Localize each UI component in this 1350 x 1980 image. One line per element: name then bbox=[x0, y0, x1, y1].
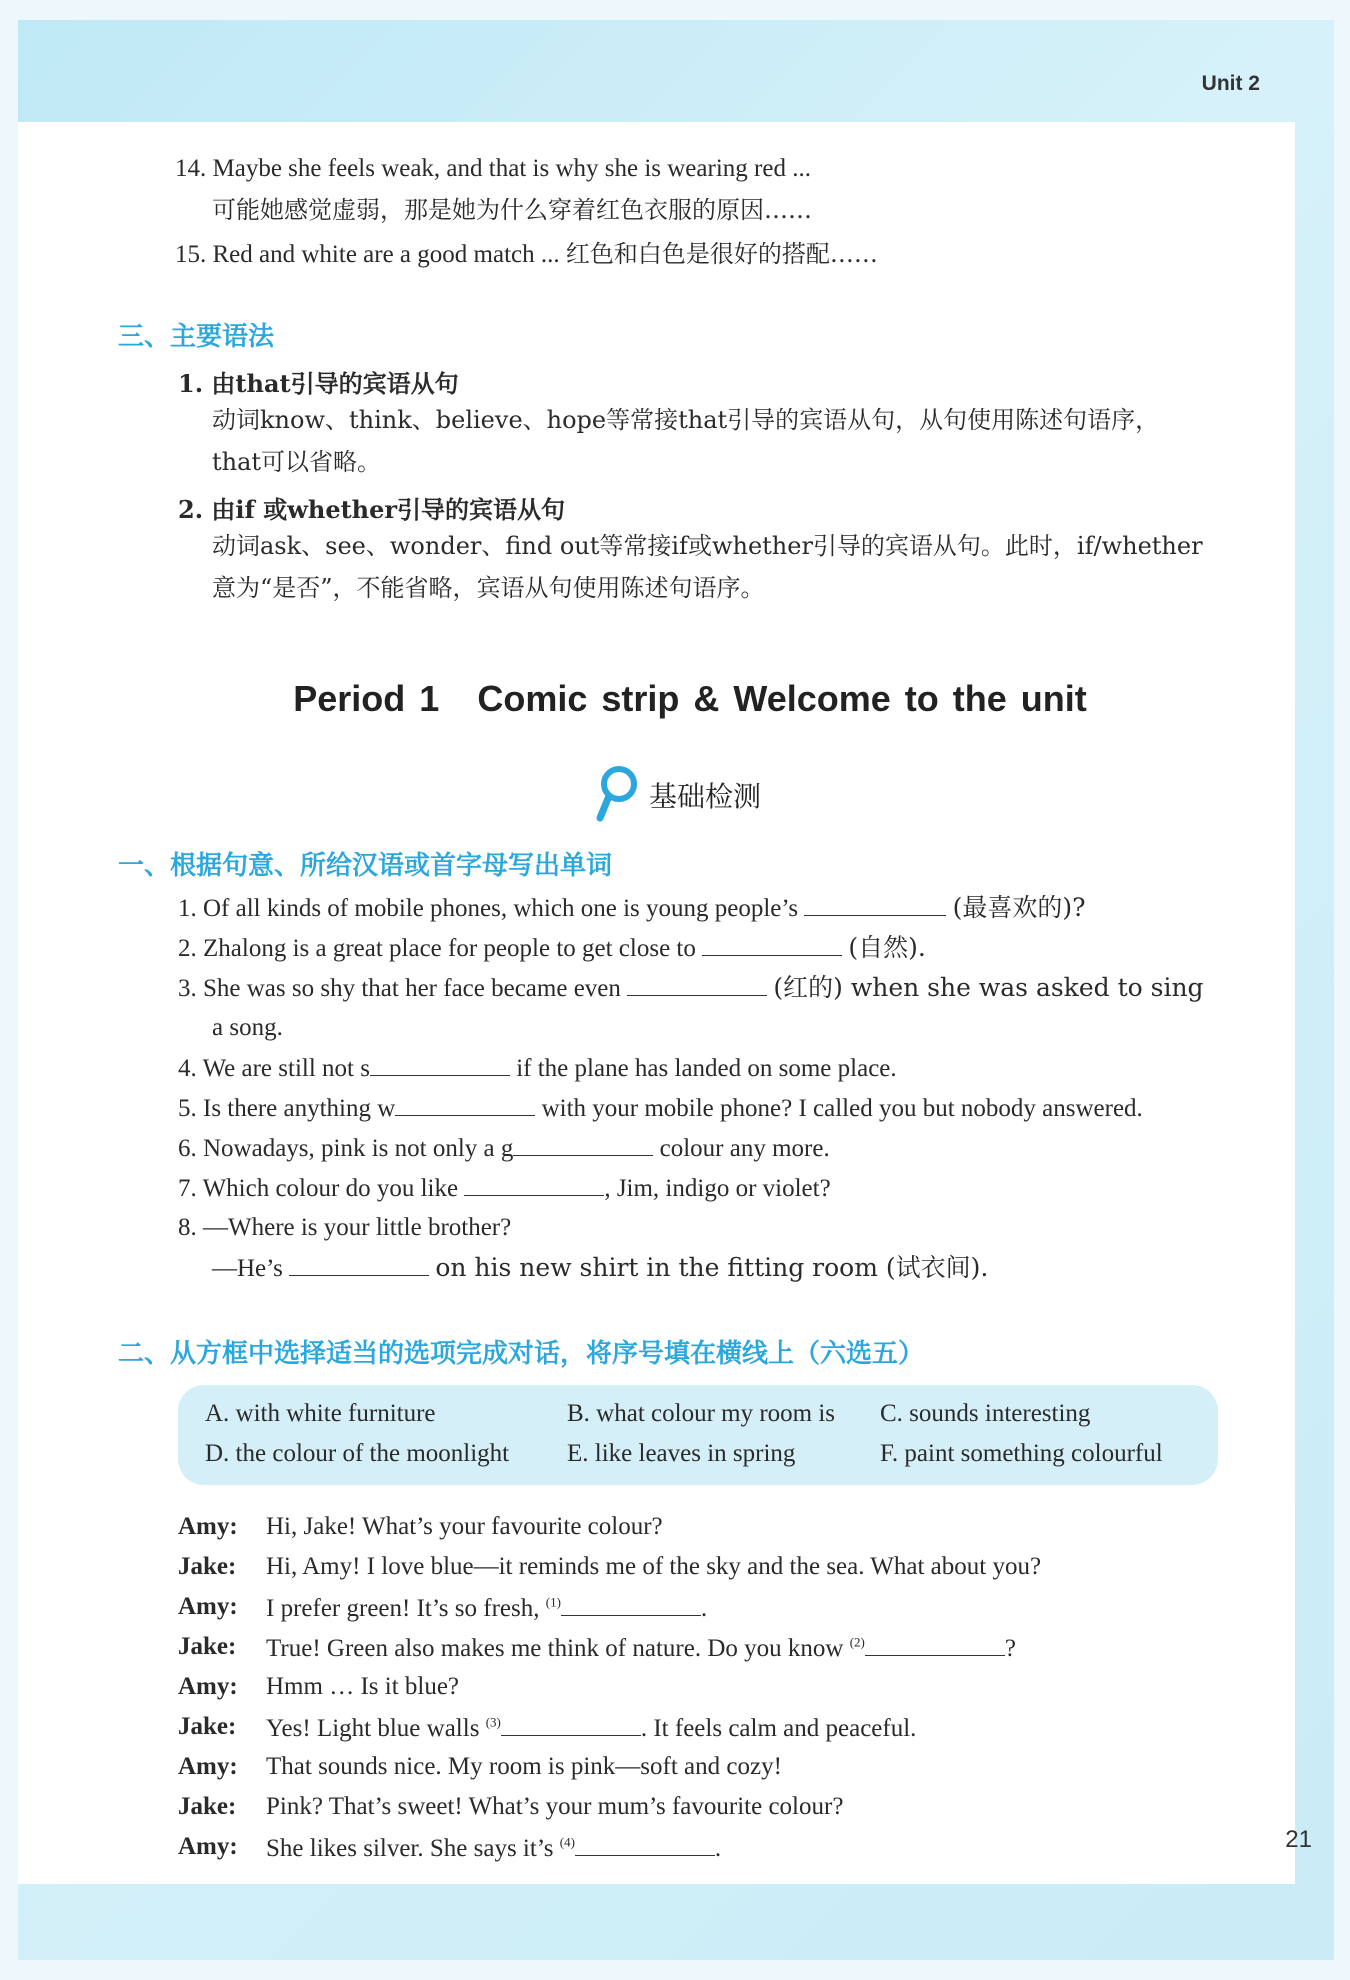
answer-blank[interactable] bbox=[804, 893, 946, 916]
item-hint: (最喜欢的)? bbox=[952, 893, 1086, 922]
page-number: 21 bbox=[1285, 1826, 1312, 1853]
speaker-amy: Amy: bbox=[178, 1753, 238, 1780]
grammar-heading: 三、主要语法 bbox=[118, 322, 275, 352]
answer-blank[interactable] bbox=[370, 1053, 510, 1076]
dialogue-text: She likes silver. She says it’s bbox=[266, 1835, 554, 1862]
item-text: We are still not s bbox=[202, 1055, 370, 1082]
blank-number: (1) bbox=[545, 1594, 561, 1610]
grammar-point-2-line-2: 意为“是否”，不能省略，宾语从句使用陈述句语序。 bbox=[212, 574, 765, 602]
dialogue-line: Pink? That’s sweet! What’s your mum’s favourite colour? bbox=[266, 1793, 844, 1820]
item-text-after: with your mobile phone? I called you but nobody answered. bbox=[541, 1095, 1143, 1122]
item-text: —Where is your little brother? bbox=[203, 1214, 512, 1241]
dialogue-line: That sounds nice. My room is pink—soft and cozy! bbox=[266, 1753, 782, 1780]
dialogue-text-after: . bbox=[714, 1835, 722, 1862]
dialogue-text-after: ? bbox=[1004, 1635, 1016, 1662]
answer-blank[interactable] bbox=[501, 1713, 641, 1736]
answer-blank[interactable] bbox=[865, 1633, 1005, 1656]
period-number: Period 1 bbox=[293, 678, 440, 719]
item-number: 8. bbox=[178, 1214, 197, 1241]
blank-number: (2) bbox=[849, 1634, 865, 1650]
dialogue-line bbox=[266, 1593, 707, 1623]
vocab-item-14-translation: 可能她感觉虚弱，那是她为什么穿着红色衣服的原因…… bbox=[212, 196, 812, 224]
exercise-item bbox=[178, 973, 1204, 1004]
item-number: 2. bbox=[178, 935, 197, 962]
dialogue-line bbox=[266, 1633, 1016, 1663]
item-number: 5. bbox=[178, 1095, 197, 1122]
option-b: B. what colour my room is bbox=[567, 1400, 836, 1427]
dialogue-text: I prefer green! It’s so fresh, bbox=[266, 1595, 540, 1622]
item-text-after: if the plane has landed on some place. bbox=[516, 1055, 897, 1082]
period-name: Comic strip & Welcome to the unit bbox=[477, 678, 1087, 719]
exercise-item bbox=[178, 1173, 831, 1204]
item-number: 6. bbox=[178, 1135, 197, 1162]
speaker-jake: Jake: bbox=[178, 1633, 237, 1660]
grammar-point-1-line-1: 动词know、think、believe、hope等常接that引导的宾语从句，从句使用陈述句语序， bbox=[212, 406, 1160, 434]
item-text: Nowadays, pink is not only a g bbox=[203, 1135, 514, 1162]
speaker-jake: Jake: bbox=[178, 1713, 237, 1740]
item-text-after: on his new shirt in the fitting room (试衣间). bbox=[435, 1253, 989, 1282]
vocab-item-15-translation: 红色和白色是很好的搭配…… bbox=[565, 240, 878, 268]
item-text: —He’s bbox=[212, 1255, 283, 1282]
option-e: E. like leaves in spring bbox=[567, 1440, 796, 1467]
answer-blank[interactable] bbox=[513, 1133, 653, 1156]
basic-check-title bbox=[595, 765, 761, 825]
grammar-point-2-line-1: 动词ask、see、wonder、find out等常接if或whether引导的宾语从句。此时，if/whether bbox=[212, 532, 1203, 560]
dialogue-line: Hi, Jake! What’s your favourite colour? bbox=[266, 1513, 663, 1540]
dialogue-line bbox=[266, 1833, 721, 1863]
unit-label: Unit 2 bbox=[1201, 72, 1260, 95]
vocab-item-15-en: 15. Red and white are a good match ... bbox=[175, 241, 560, 268]
speaker-amy: Amy: bbox=[178, 1673, 238, 1700]
item-number: 3. bbox=[178, 975, 197, 1002]
item-number: 7. bbox=[178, 1175, 197, 1202]
period-title bbox=[0, 678, 1350, 720]
speaker-jake: Jake: bbox=[178, 1553, 237, 1580]
blank-number: (3) bbox=[485, 1714, 501, 1730]
vocab-item-15 bbox=[175, 240, 878, 270]
exercise-item bbox=[178, 893, 1085, 924]
answer-blank[interactable] bbox=[395, 1093, 535, 1116]
item-text: Which colour do you like bbox=[202, 1175, 459, 1202]
exercise-item bbox=[178, 1213, 511, 1243]
exercise-item bbox=[178, 933, 926, 964]
dialogue-line bbox=[266, 1713, 916, 1743]
item-text: Zhalong is a great place for people to get close to bbox=[203, 935, 696, 962]
exercise-item bbox=[178, 1053, 897, 1084]
dialogue-text: True! Green also makes me think of nature. Do you know bbox=[266, 1635, 844, 1662]
item-text: Of all kinds of mobile phones, which one is young people’s bbox=[203, 895, 799, 922]
grammar-point-1-title: 1. 由that引导的宾语从句 bbox=[178, 369, 459, 398]
item-number: 1. bbox=[178, 895, 197, 922]
item-continuation: a song. bbox=[212, 1014, 283, 1041]
option-d: D. the colour of the moonlight bbox=[205, 1440, 510, 1467]
item-continuation bbox=[212, 1253, 988, 1284]
section1-heading: 一、根据句意、所给汉语或首字母写出单词 bbox=[118, 851, 613, 881]
item-hint: (红的) when she was asked to sing bbox=[773, 973, 1204, 1002]
dialogue-text-after: . bbox=[700, 1595, 708, 1622]
answer-blank[interactable] bbox=[561, 1593, 701, 1616]
speaker-amy: Amy: bbox=[178, 1513, 238, 1540]
answer-blank[interactable] bbox=[627, 973, 767, 996]
item-text: She was so shy that her face became even bbox=[203, 975, 621, 1002]
option-c: C. sounds interesting bbox=[880, 1400, 1091, 1427]
grammar-point-1-line-2: that可以省略。 bbox=[212, 448, 382, 476]
answer-blank[interactable] bbox=[289, 1253, 429, 1276]
answer-blank[interactable] bbox=[464, 1173, 604, 1196]
dialogue-text: Yes! Light blue walls bbox=[266, 1715, 480, 1742]
exercise-item bbox=[178, 1093, 1143, 1124]
basic-check-label: 基础检测 bbox=[649, 780, 762, 813]
option-f: F. paint something colourful bbox=[880, 1440, 1163, 1467]
item-text-after: colour any more. bbox=[659, 1135, 830, 1162]
vocab-item-14: 14. Maybe she feels weak, and that is why she is wearing red ... bbox=[175, 155, 811, 182]
item-hint: (自然). bbox=[848, 933, 926, 962]
item-text: Is there anything w bbox=[203, 1095, 396, 1122]
blank-number: (4) bbox=[559, 1834, 575, 1850]
exercise-item bbox=[178, 1133, 830, 1164]
speaker-jake: Jake: bbox=[178, 1793, 237, 1820]
item-text-after: , Jim, indigo or violet? bbox=[604, 1175, 831, 1202]
dialogue-line: Hmm … Is it blue? bbox=[266, 1673, 460, 1700]
dialogue-line: Hi, Amy! I love blue—it reminds me of the sky and the sea. What about you? bbox=[266, 1553, 1042, 1580]
answer-blank[interactable] bbox=[575, 1833, 715, 1856]
section2-heading: 二、从方框中选择适当的选项完成对话，将序号填在横线上（六选五） bbox=[118, 1339, 925, 1369]
dialogue-text-after: . It feels calm and peaceful. bbox=[640, 1715, 917, 1742]
answer-blank[interactable] bbox=[702, 933, 842, 956]
speaker-amy: Amy: bbox=[178, 1833, 238, 1860]
magnifier-icon bbox=[595, 764, 639, 827]
grammar-point-2-title: 2. 由if 或whether引导的宾语从句 bbox=[178, 495, 566, 524]
item-number: 4. bbox=[178, 1055, 197, 1082]
option-a: A. with white furniture bbox=[205, 1400, 436, 1427]
speaker-amy: Amy: bbox=[178, 1593, 238, 1620]
